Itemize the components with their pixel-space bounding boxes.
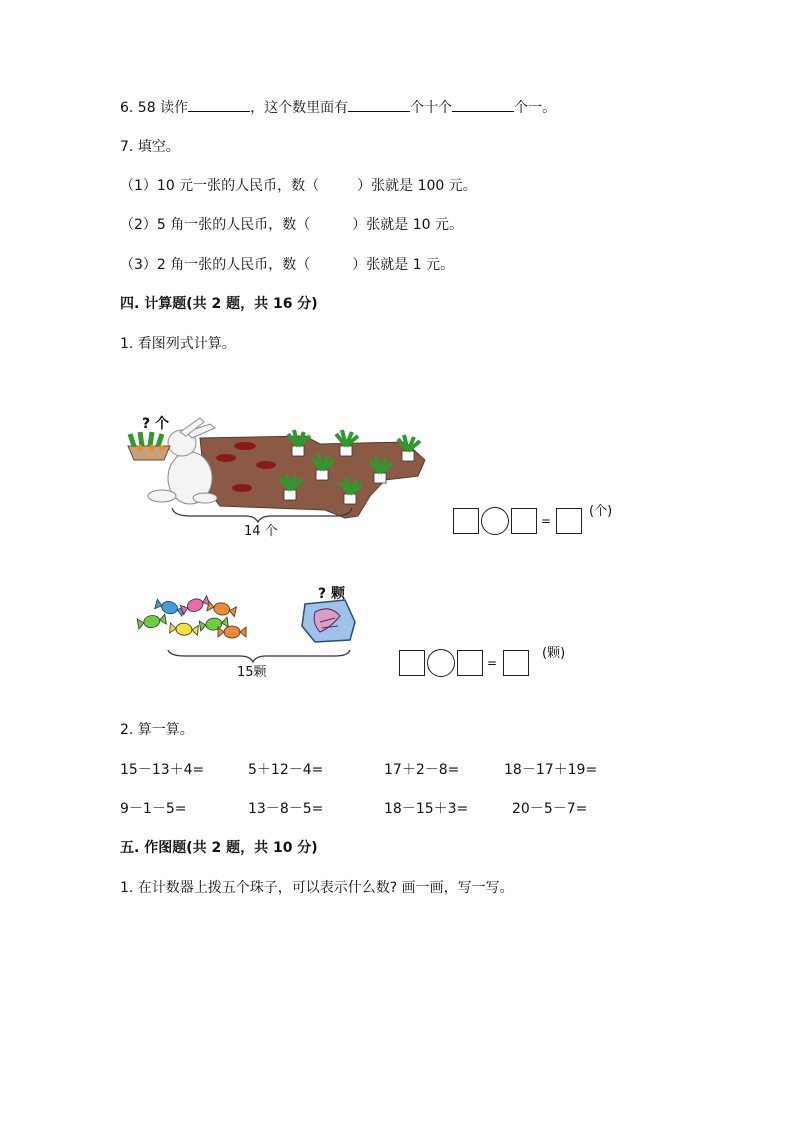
q7-item-2-post: ）张就是 10 元。: [352, 217, 463, 233]
q7-item-1-pre: （1）10 元一张的人民币，数（: [120, 178, 320, 194]
section-5-heading: 五. 作图题(共 2 题，共 10 分): [120, 840, 318, 856]
candy-icon: [199, 616, 228, 632]
hole: [234, 442, 256, 450]
candy-icon: [207, 600, 237, 618]
eq2-box-2[interactable]: [457, 650, 483, 676]
question-6: [120, 97, 556, 118]
s4-q1-title: 1. 看图列式计算。: [120, 336, 236, 352]
calc-r1-c2: 5＋12－4=: [248, 762, 324, 778]
hole: [256, 461, 276, 469]
eq2-box-1[interactable]: [399, 650, 425, 676]
eq2-equals: =: [487, 656, 498, 670]
q7-item-2: [120, 215, 463, 235]
q7-item-3: [120, 255, 454, 275]
q7-item-2-pre: （2）5 角一张的人民币，数（: [120, 217, 311, 233]
question-7-title: 7. 填空。: [120, 139, 180, 155]
fig1-total-label: 14 个: [244, 524, 278, 539]
q7-item-1-post: ）张就是 100 元。: [357, 178, 477, 194]
calc-r1-c3: 17＋2－8=: [384, 762, 460, 778]
q7-item-3-pre: （3）2 角一张的人民币，数（: [120, 257, 311, 273]
candy-icon: [218, 626, 246, 638]
s5-q1-text: 1. 在计数器上拨五个珠子，可以表示什么数? 画一画，写一写。: [120, 880, 514, 896]
eq1-equals: =: [541, 514, 552, 528]
eq1-box-1[interactable]: [453, 508, 479, 534]
calc-r1-c1: 15－13＋4=: [120, 762, 205, 778]
candy-icon: [169, 622, 198, 636]
q6-blank-2[interactable]: [348, 97, 410, 112]
q6-text-mid: ，这个数里面有: [250, 100, 349, 116]
calc-r2-c4: 20－5－7=: [512, 801, 588, 817]
hole: [216, 454, 236, 462]
fig2-question-label: ? 颗: [318, 586, 345, 602]
hole: [232, 484, 252, 492]
candy-icon: [137, 613, 167, 630]
soil-patch: [200, 436, 425, 518]
eq1-box-2[interactable]: [511, 508, 537, 534]
candy-bag-icon: [302, 600, 355, 642]
q6-text-pre: 6. 58 读作: [120, 100, 189, 116]
calc-r2-c2: 13－8－5=: [248, 801, 324, 817]
eq1-unit: (个): [589, 504, 613, 519]
s4-q2-title: 2. 算一算。: [120, 722, 194, 738]
eq2-unit: (颗): [542, 646, 566, 661]
calc-r1-c4: 18－17＋19=: [504, 762, 598, 778]
q7-item-1: [120, 176, 477, 196]
eq1-operator-circle[interactable]: [481, 507, 509, 535]
fig2-total-label: 15颗: [237, 665, 267, 680]
fig1-question-label: ? 个: [142, 416, 169, 432]
eq2-operator-circle[interactable]: [427, 649, 455, 677]
section-4-heading: 四. 计算题(共 2 题，共 16 分): [120, 296, 318, 312]
q6-blank-1[interactable]: [188, 97, 250, 112]
q6-text-post: 个一。: [514, 100, 557, 116]
calc-r2-c1: 9－1－5=: [120, 801, 187, 817]
candy-icon: [180, 595, 210, 616]
basket-icon: [128, 432, 170, 460]
q6-text-mid2: 个十个: [410, 100, 453, 116]
calc-r2-c3: 18－15＋3=: [384, 801, 469, 817]
eq1-result-box[interactable]: [556, 508, 582, 534]
q7-item-3-post: ）张就是 1 元。: [352, 257, 455, 273]
candy-icon: [154, 598, 184, 617]
eq2-result-box[interactable]: [503, 650, 529, 676]
q6-blank-3[interactable]: [452, 97, 514, 112]
